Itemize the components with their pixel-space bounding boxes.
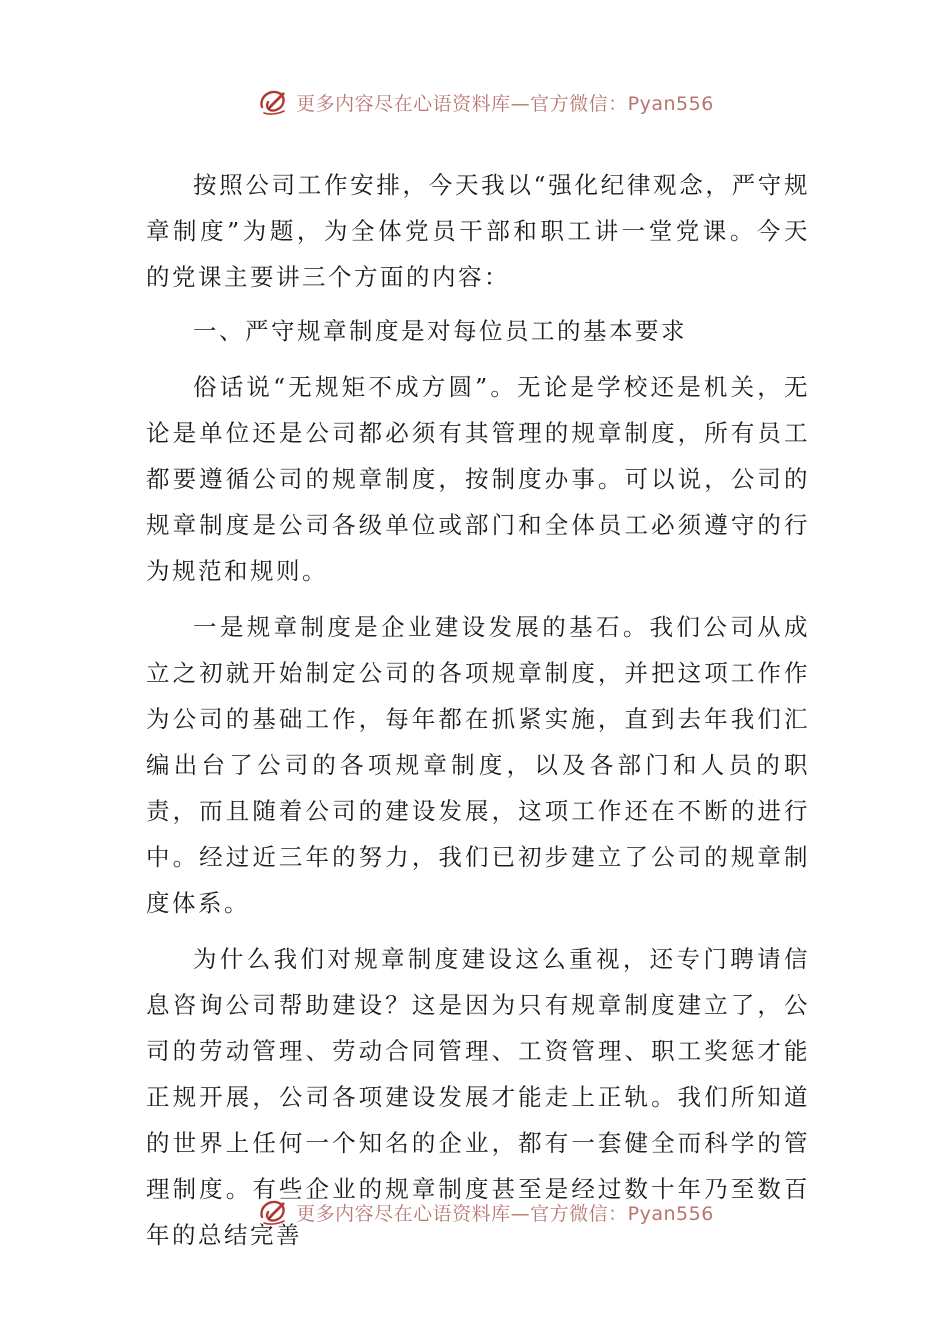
footer-banner-text: 更多内容尽在心语资料库—官方微信：Pyan556 bbox=[296, 1202, 714, 1225]
section-heading-1: 一、严守规章制度是对每位员工的基本要求 bbox=[193, 317, 687, 345]
footer-banner-inner bbox=[256, 1195, 714, 1229]
footer-banner bbox=[0, 1192, 950, 1232]
paragraph-intro: 按照公司工作安排，今天我以“强化纪律观念，严守规章制度”为题，为全体党员干部和职工讲一堂党课。今天的党课主要讲三个方面的内容： bbox=[146, 171, 810, 291]
paragraph-why: 为什么我们对规章制度建设这么重视，还专门聘请信息咨询公司帮助建设？这是因为只有规章制度建立了，公司的劳动管理、劳动合同管理、工资管理、职工奖惩才能正规开展，公司各项建设发展才能走上正轨。我们所知道的世界上任何一个知名的企业，都有一套健全而科学的管理制度。有些企业的规章制度甚至是经过数十年乃至数百年的总结完善 bbox=[146, 945, 810, 1249]
paragraph-proverb: 俗话说“无规矩不成方圆”。无论是学校还是机关，无论是单位还是公司都必须有其管理的规章制度，所有员工都要遵循公司的规章制度，按制度办事。可以说，公司的规章制度是公司各级单位或部门和全体员工必须遵守的行为规范和规则。 bbox=[146, 373, 810, 585]
paragraph-foundation: 一是规章制度是企业建设发展的基石。我们公司从成立之初就开始制定公司的各项规章制度，并把这项工作作为公司的基础工作，每年都在抓紧实施，直到去年我们汇编出台了公司的各项规章制度，以及各部门和人员的职责，而且随着公司的建设发展，这项工作还在不断的进行中。经过近三年的努力，我们已初步建立了公司的规章制度体系。 bbox=[146, 613, 810, 917]
pen-swirl-logo-icon bbox=[256, 1195, 290, 1229]
pen-swirl-logo-icon bbox=[256, 85, 290, 119]
header-banner bbox=[0, 82, 950, 122]
header-banner-text: 更多内容尽在心语资料库—官方微信：Pyan556 bbox=[296, 92, 714, 115]
document-body bbox=[146, 162, 810, 1268]
header-banner-inner bbox=[256, 85, 714, 119]
